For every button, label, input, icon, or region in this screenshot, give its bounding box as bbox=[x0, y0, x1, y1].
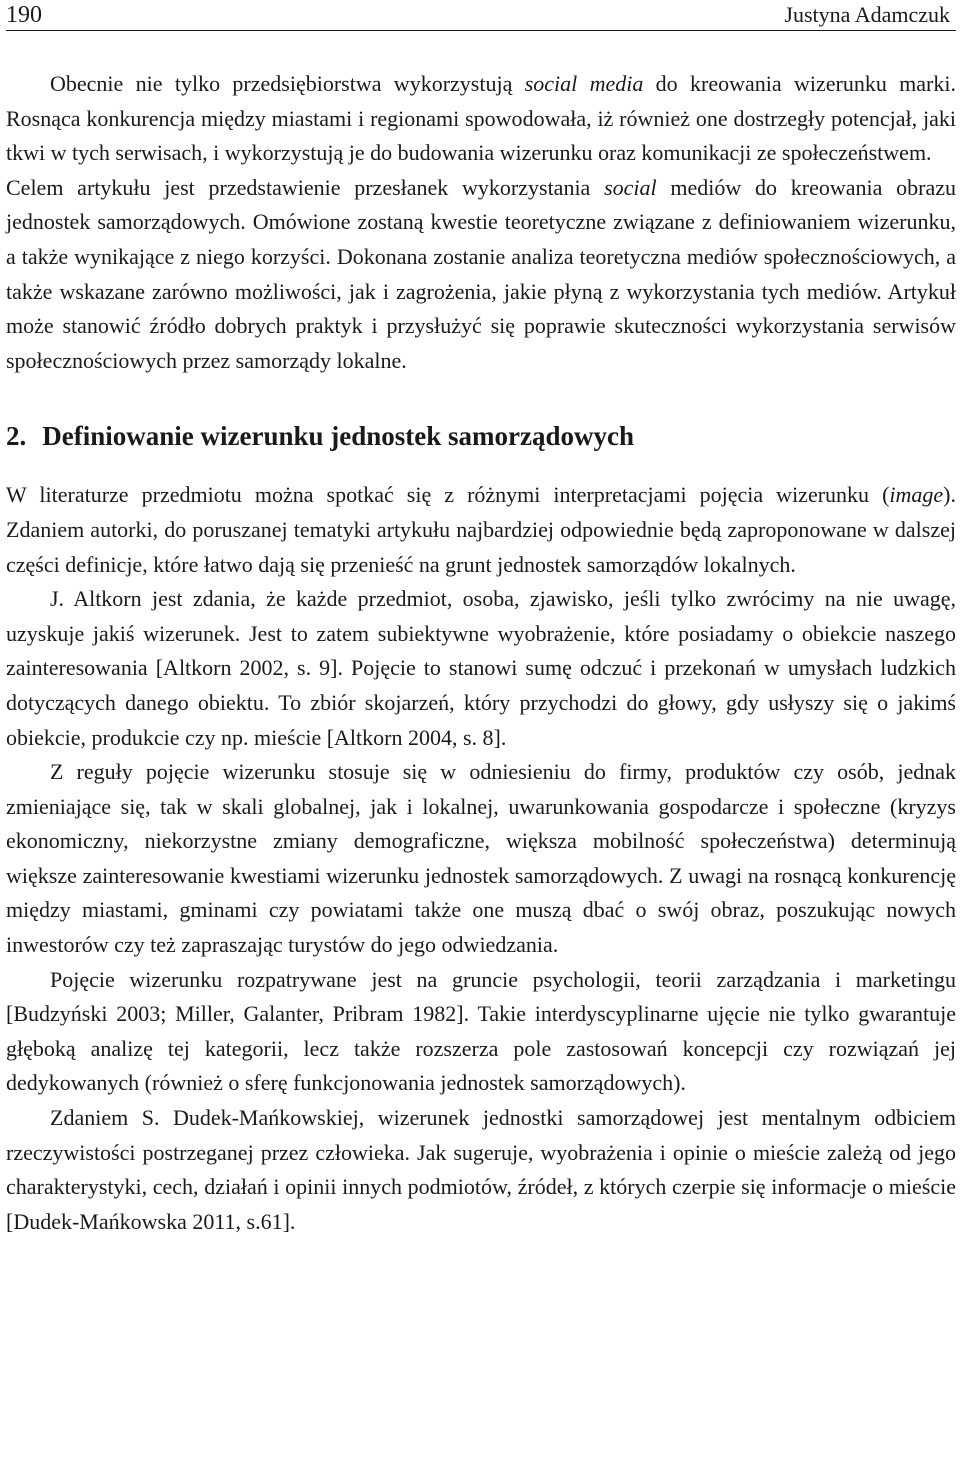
body-paragraph-1 bbox=[6, 478, 956, 582]
text-run: mediów do kreowania obrazu jednostek samorządowych. Omówione zostaną kwestie teoretyczne związane z definiowaniem wizerunku, a także wynikające z niego korzyści. Dokonana zostanie analiza teoretyczna mediów społecznościowych, a także wskazane zarówno możliwości, jak i zagrożenia, jakie płyną z wykorzystania tych mediów. Artykuł może stanowić źródło dobrych praktyk i przysłużyć się poprawie skuteczności wykorzystania serwisów społecznościowych przez samorządy lokalne. bbox=[6, 174, 956, 373]
section-heading bbox=[6, 419, 956, 453]
body-paragraph-5: Zdaniem S. Dudek-Mańkowskiej, wizerunek jednostki samorządowej jest mentalnym odbiciem rzeczywistości postrzeganej przez człowieka. Jak sugeruje, wyobrażenia i opinie o mieście zależą od jego charakterystyki, cech, działań i opinii innych podmiotów, źródeł, z których czerpie się informacje o mieście [Dudek-Mańkowska 2011, s.61]. bbox=[6, 1105, 956, 1234]
italic-term: social bbox=[604, 174, 657, 200]
body-paragraph-2: J. Altkorn jest zdania, że każde przedmiot, osoba, zjawisko, jeśli tylko zwrócimy na nie uwagę, uzyskuje jakiś wizerunek. Jest to zatem subiektywne wyobrażenie, które posiadamy o obiekcie naszego zainteresowania [Altkorn 2002, s. 9]. Pojęcie to stanowi sumę odczuć i przekonań w umysłach ludzkich dotyczących danego obiektu. To zbiór skojarzeń, który przychodzi do głowy, gdy usłyszy się o jakimś obiekcie, produkcie czy np. mieście [Altkorn 2004, s. 8]. bbox=[6, 586, 956, 750]
section-number: 2. bbox=[6, 421, 27, 452]
running-author: Justyna Adamczuk bbox=[784, 2, 950, 27]
text-run: do kreowania wizerunku marki. Rosnąca konkurencja między miastami i regionami spowodowała, iż również one dostrzegły potencjał, jaki tkwi w tych serwisach, i wykorzystują je do budowania wizerunku oraz komunikacji ze społeczeństwem. bbox=[6, 71, 956, 166]
text-run: W literaturze przedmiotu można spotkać się z różnymi interpretacjami pojęcia wizerunku ( bbox=[6, 482, 890, 508]
intro-paragraph-2 bbox=[6, 171, 956, 379]
text-run: Celem artykułu jest przedstawienie przesłanek wykorzystania bbox=[6, 174, 605, 200]
body-paragraph-4: Pojęcie wizerunku rozpatrywane jest na gruncie psychologii, teorii zarządzania i marketingu [Budzyński 2003; Miller, Galanter, Pribram 1982]. Takie interdyscyplinarne ujęcie nie tylko gwarantuje głęboką analizę tej kategorii, lecz także rozszerza pole zastosowań koncepcji czy rozwiązań jej dedykowanych (również o sferę funkcjonowania jednostek samorządowych). bbox=[6, 966, 956, 1096]
italic-term: image bbox=[889, 482, 944, 508]
text-run: ). Zdaniem autorki, do poruszanej tematyki artykułu najbardziej odpowiednie będą zaproponowane w dalszej części definicje, które łatwo dają się przenieść na grunt jednostek samorządów lokalnych. bbox=[6, 482, 956, 577]
intro-paragraph-1 bbox=[6, 67, 956, 171]
section-title: Definiowanie wizerunku jednostek samorządowych bbox=[42, 421, 634, 452]
page-number: 190 bbox=[6, 2, 42, 28]
italic-term: social media bbox=[524, 71, 644, 96]
running-header bbox=[6, 0, 956, 31]
body-paragraph-3: Z reguły pojęcie wizerunku stosuje się w odniesieniu do firmy, produktów czy osób, jednak zmieniające się, tak w skali globalnej, jak i lokalnej, uwarunkowania gospodarcze i społeczne (kryzys ekonomiczny, niekorzystne zmiany demograficzne, większa mobilność społeczeństwa) determinują większe zainteresowanie kwestiami wizerunku jednostek samorządowych. Z uwagi na rosnącą konkurencję między miastami, gminami czy powiatami także one muszą dbać o swój obraz, poszukując nowych inwestorów czy też zapraszając turystów do jego odwiedzania. bbox=[6, 759, 956, 958]
text-run: Obecnie nie tylko przedsiębiorstwa wykorzystują bbox=[50, 71, 525, 96]
page-content bbox=[6, 67, 956, 1239]
